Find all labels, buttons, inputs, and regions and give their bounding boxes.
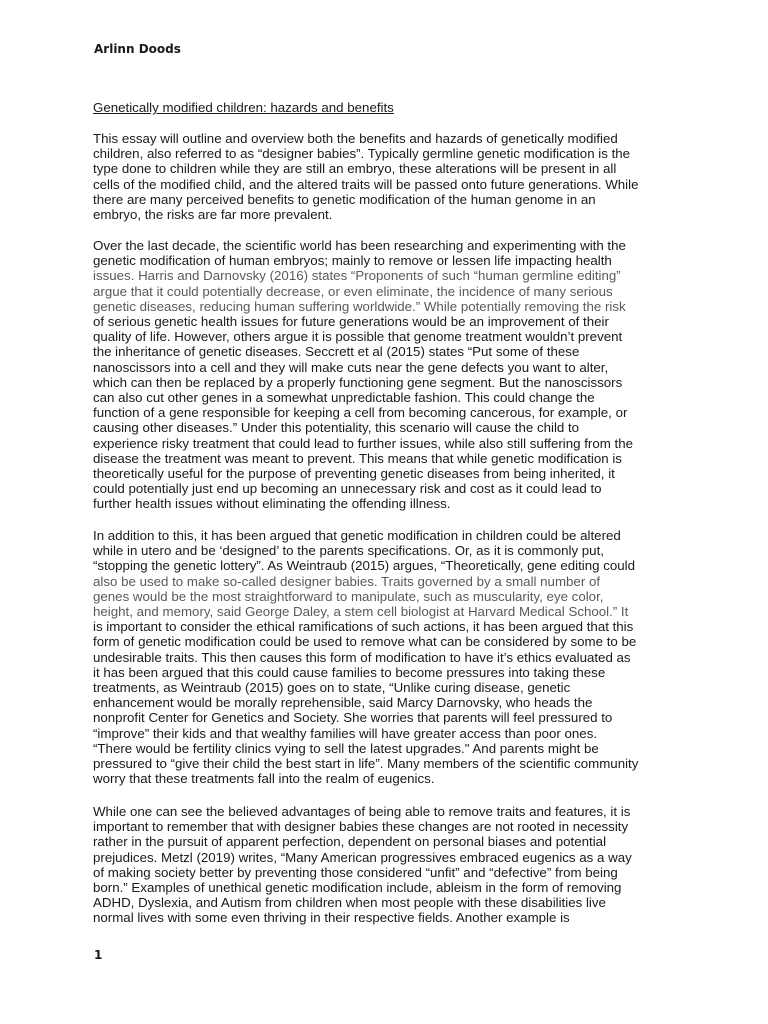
text-line: genetic modification of human embryos; mainly to remove or lessen life impacting health (93, 253, 612, 269)
text-line: function of a gene responsible for keeping a cell from becoming cancerous, for example, or (93, 405, 628, 421)
text-line: type done to children while they are still an embryo, these alterations will be present in all (93, 161, 617, 177)
text-line: born.” Examples of unethical genetic modification include, ableism in the form of removing (93, 880, 622, 896)
text-line: experience risky treatment that could lead to further issues, while also still suffering from the (93, 435, 634, 451)
text-line: undesirable traits. This then causes this form of modification to have it’s ethics evaluated as (93, 649, 631, 665)
text-line: quality of life. However, others argue it is possible that genome treatment wouldn’t prevent (93, 329, 623, 345)
text-line: important to remember that with designer babies these changes are not rooted in necessity (93, 819, 629, 835)
text-line: while in utero and be ‘designed’ to the parents specifications. Or, as it is commonly put, (93, 543, 604, 559)
author-name: Arlinn Doods (94, 42, 181, 56)
text-line: theoretically useful for the purpose of preventing genetic diseases from being inherited, it (93, 466, 615, 482)
text-line: of serious genetic health issues for future generations would be an improvement of their (93, 314, 609, 330)
text-line: is important to consider the ethical ramifications of such actions, it has been argued that this (93, 619, 634, 635)
text-line: rather in the pursuit of apparent perfection, dependent on personal biases and potential (93, 834, 607, 850)
paragraph-designer-babies (93, 528, 683, 786)
text-line: prejudices. Metzl (2019) writes, “Many American progressives embraced eugenics as a way (93, 849, 632, 865)
text-line: children, also referred to as “designer babies”. Typically germline genetic modification is the (93, 146, 631, 162)
text-line: argue that it could potentially decrease, or even eliminate, the incidence of many serious (93, 283, 613, 299)
text-line: This essay will outline and overview both the benefits and hazards of genetically modified (93, 131, 618, 146)
text-line: “There would be fertility clinics vying to sell the latest upgrades." And parents might be (93, 740, 599, 756)
text-line: genetic diseases, reducing human suffering worldwide.” While potentially removing the risk (93, 298, 626, 314)
text-line: Over the last decade, the scientific world has been researching and experimenting with the (93, 238, 626, 253)
paragraph-eugenics (93, 804, 683, 926)
text-line: further health issues without eliminating the offending illness. (93, 496, 451, 512)
text-line: it has been argued that this could cause families to become pressures into taking these (93, 664, 606, 680)
text-line: pressured to “give their child the best start in life”. Many members of the scientific community (93, 756, 639, 772)
text-line: could potentially just end up becoming an unnecessary risk and cost as it could lead to (93, 481, 602, 497)
text-line: worry that these treatments fall into the realm of eugenics. (93, 771, 435, 787)
text-line: can also cut other genes in a somewhat unpredictable fashion. This could change the (93, 390, 595, 406)
text-line: form of genetic modification could be used to remove what can be considered by some to be (93, 634, 637, 650)
text-line: treatments, as Weintraub (2015) goes on to state, “Unlike curing disease, genetic (93, 680, 571, 696)
text-line: ADHD, Dyslexia, and Autism from children when most people with these disabilities live (93, 895, 606, 911)
text-line: nonprofit Center for Genetics and Society. She worries that parents will feel pressured to (93, 710, 613, 726)
text-line: causing other diseases.” Under this potentiality, this scenario will cause the child to (93, 420, 580, 436)
text-line: disease the treatment was meant to prevent. This means that while genetic modification is (93, 450, 622, 466)
text-line: While one can see the believed advantages of being able to remove traits and features, it is (93, 804, 631, 819)
text-line: “improve” their kids and that wealthy families will have greater access than poor ones. (93, 725, 598, 741)
text-line: “stopping the genetic lottery”. As Weintraub (2015) argues, “Theoretically, gene editing could (93, 558, 636, 574)
paragraph-intro (93, 131, 683, 222)
text-line: height, and memory, said George Daley, a stem cell biologist at Harvard Medical School.” It (93, 604, 629, 620)
essay-title: Genetically modified children: hazards and benefits (93, 100, 394, 115)
text-line: there are many perceived benefits to genetic modification of the human genome in an (93, 191, 596, 207)
paragraph-health-risks (93, 238, 683, 512)
text-line: normal lives with some even thriving in their respective fields. Another example is (93, 910, 570, 926)
text-line: which can then be replaced by a properly functioning gene segment. But the nanoscissors (93, 374, 623, 390)
text-line: issues. Harris and Darnovsky (2016) states “Proponents of such “human germline editing” (93, 268, 621, 284)
text-line: embryo, the risks are far more prevalent. (93, 207, 333, 223)
text-line: of making society better by preventing those considered “unfit” and “defective” from being (93, 864, 618, 880)
text-line: also be used to make so-called designer babies. Traits governed by a small number of (93, 573, 601, 589)
text-line: the inheritance of genetic diseases. Seccrett et al (2015) states “Put some of these (93, 344, 580, 360)
text-line: enhancement would be morally reprehensible, said Marcy Darnovsky, who heads the (93, 695, 593, 711)
text-line: nanoscissors into a cell and they will make cuts near the gene defects you want to alter, (93, 359, 609, 375)
text-line: genes would be the most straightforward to manipulate, such as muscularity, eye color, (93, 588, 604, 604)
text-line: cells of the modified child, and the altered traits will be passed onto future generations. While (93, 176, 639, 192)
page-number: 1 (94, 948, 103, 962)
text-line: In addition to this, it has been argued that genetic modification in children could be altered (93, 528, 621, 543)
